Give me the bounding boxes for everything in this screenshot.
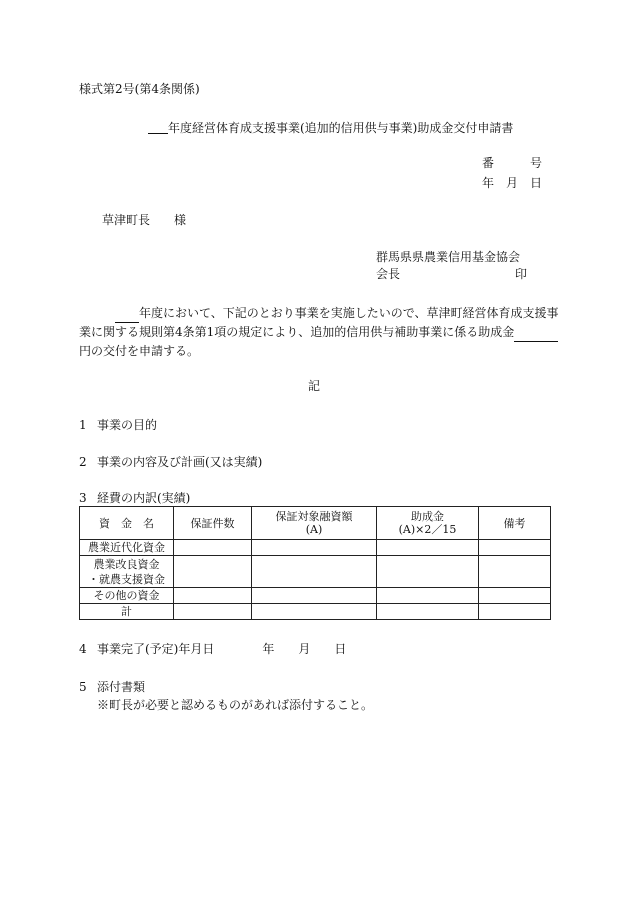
cell-grant xyxy=(377,540,479,556)
item-content: 2 事業の内容及び計画(又は実績) xyxy=(79,455,263,469)
cell-count xyxy=(174,588,252,604)
row-fund-name: その他の資金 xyxy=(80,588,174,604)
row-fund-name: 農業近代化資金 xyxy=(80,540,174,556)
cell-grant xyxy=(377,588,479,604)
header-fund-name: 資 金 名 xyxy=(80,507,174,540)
cell-count xyxy=(174,604,252,620)
cell-remarks xyxy=(479,540,551,556)
row-total-label: 計 xyxy=(80,604,174,620)
form-number: 様式第2号(第4条関係) xyxy=(79,82,200,96)
body-line-3: 円の交付を申請する。 xyxy=(79,344,200,358)
table-row xyxy=(80,588,551,604)
cell-remarks xyxy=(479,588,551,604)
fiscal-year-blank xyxy=(148,121,168,134)
body-line-1: 年度において、下記のとおり事業を実施したいので、草津町経営体育成支援事 xyxy=(79,304,559,323)
grant-amount-blank xyxy=(514,329,558,342)
table-total-row xyxy=(80,604,551,620)
cell-remarks xyxy=(479,556,551,588)
applicant-representative xyxy=(376,267,528,281)
item-attachments: 5 添付書類 xyxy=(79,680,146,694)
expense-table xyxy=(79,506,551,620)
item-expenses: 3 経費の内訳(実績) xyxy=(79,491,191,505)
applicant-organization: 群馬県県農業信用基金協会 xyxy=(376,250,521,264)
cell-amount xyxy=(252,588,377,604)
cell-amount xyxy=(252,540,377,556)
cell-grant xyxy=(377,604,479,620)
ki-heading: 記 xyxy=(308,379,321,393)
document-title xyxy=(148,121,513,134)
row-fund-name: 農業改良資金 ・就農支援資金 xyxy=(80,556,174,588)
header-grant: 助成金 (A)×2／15 xyxy=(377,507,479,540)
header-guaranteed-loan-amount: 保証対象融資額 (A) xyxy=(252,507,377,540)
cell-grant xyxy=(377,556,479,588)
table-row xyxy=(80,556,551,588)
cell-count xyxy=(174,540,252,556)
table-header-row xyxy=(80,507,551,540)
table-row xyxy=(80,540,551,556)
representative-title: 会長 xyxy=(376,267,401,281)
cell-amount xyxy=(252,604,377,620)
cell-amount xyxy=(252,556,377,588)
body-year-blank xyxy=(115,310,139,323)
document-title-text: 年度経営体育成支援事業(追加的信用供与事業)助成金交付申請書 xyxy=(168,121,514,135)
seal-mark: 印 xyxy=(515,267,528,281)
addressee: 草津町長 様 xyxy=(102,213,187,227)
cell-count xyxy=(174,556,252,588)
document-date-label: 年 月 日 xyxy=(482,176,543,190)
item-completion-date: 4 事業完了(予定)年月日 年 月 日 xyxy=(79,642,347,656)
cell-remarks xyxy=(479,604,551,620)
header-guarantee-count: 保証件数 xyxy=(174,507,252,540)
attachments-note: ※町長が必要と認めるものがあれば添付すること。 xyxy=(97,698,374,712)
application-body xyxy=(79,304,559,361)
header-remarks: 備考 xyxy=(479,507,551,540)
item-purpose: 1 事業の目的 xyxy=(79,418,158,432)
body-line-2: 業に関する規則第4条第1項の規定により、追加的信用供与補助事業に係る助成金 xyxy=(79,323,559,342)
document-number-label: 番 号 xyxy=(482,156,543,170)
